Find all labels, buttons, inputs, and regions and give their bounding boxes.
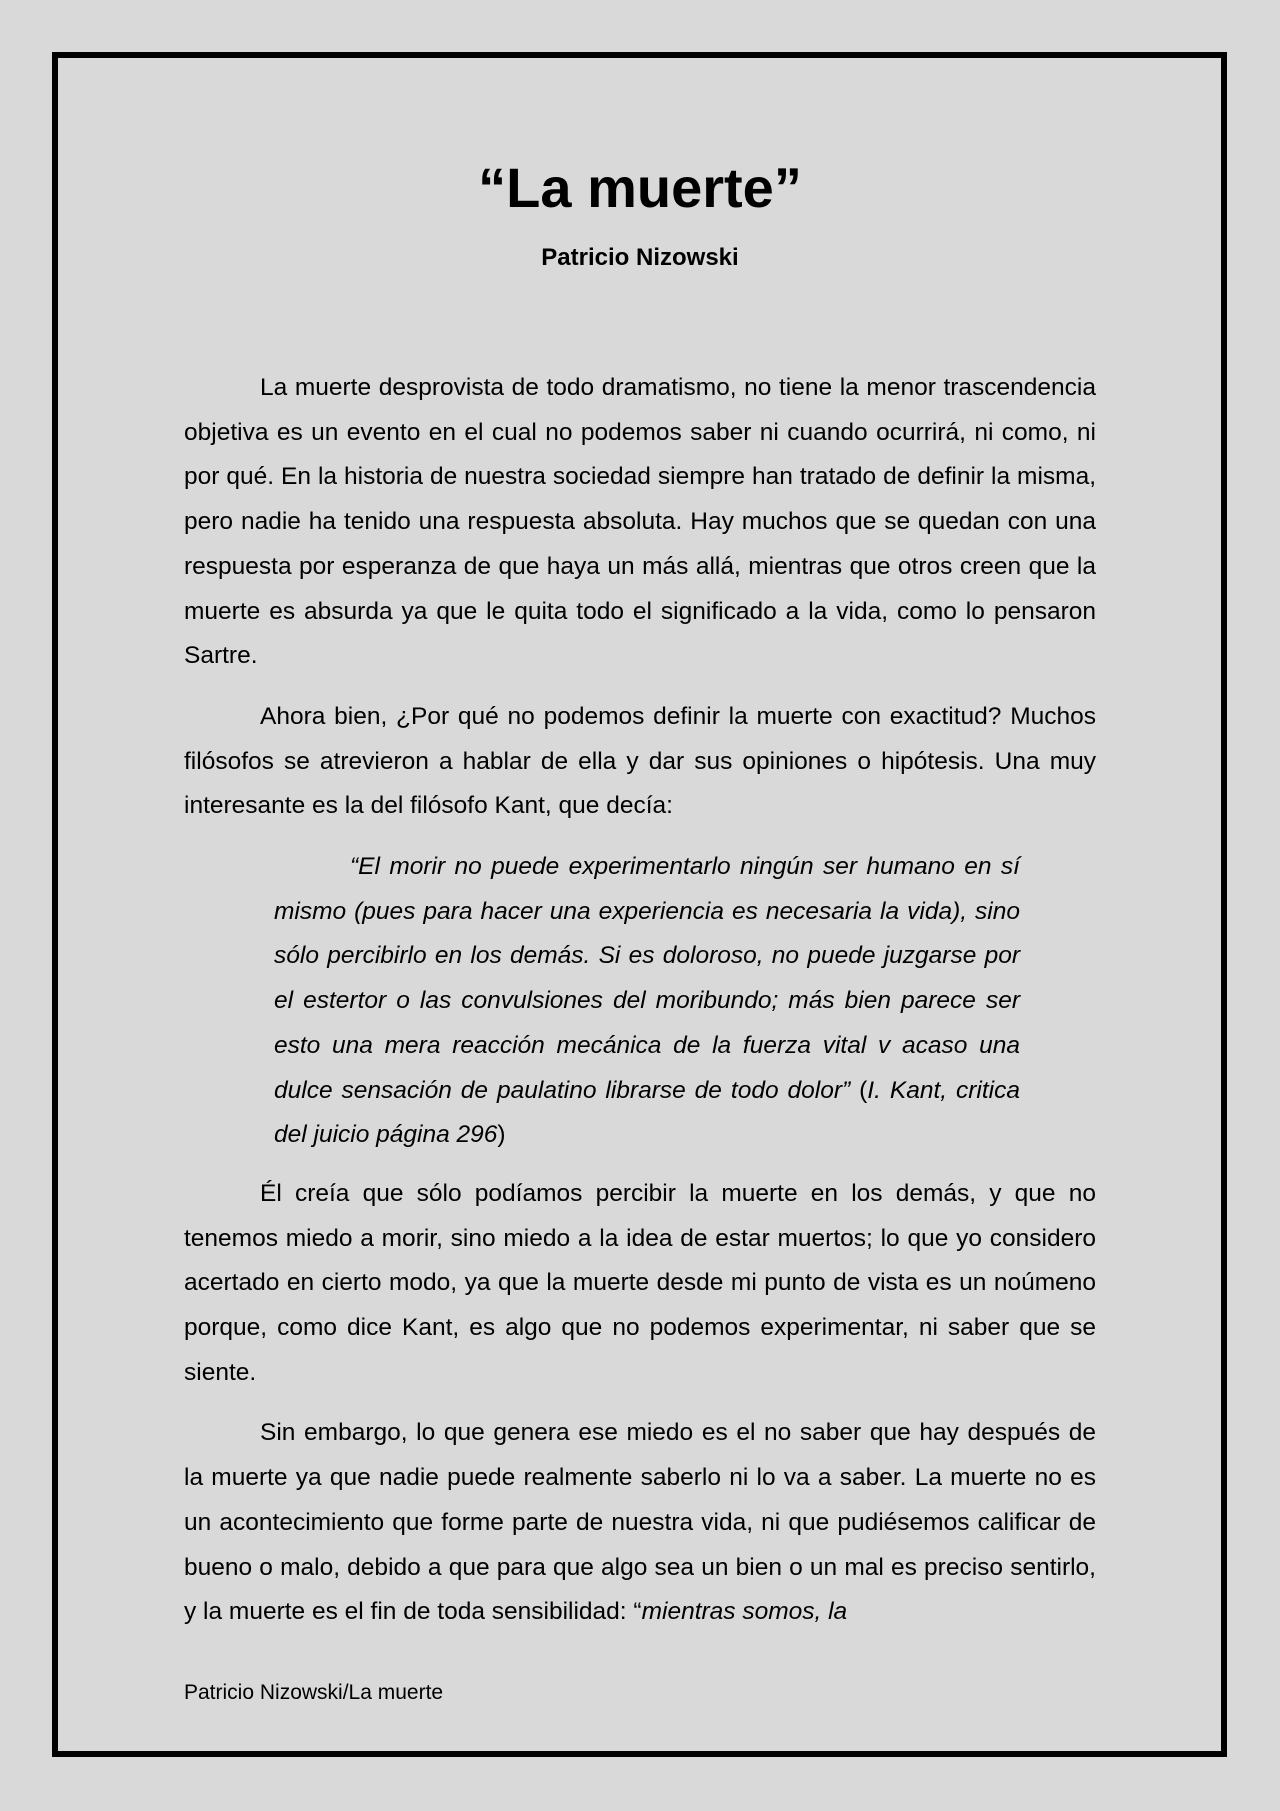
paragraph-4-text: Sin embargo, lo que genera ese miedo es el no saber que hay después de la muerte ya que nadie puede realmente saberlo ni lo va a saber. La muerte no es un acontecimiento que forme parte de nuestra vida, ni que pudiésemos calificar de bueno o malo, debido a que para que algo sea un bien o un mal es preciso sentirlo, y la muerte es el fin de toda sensibilidad: “: [184, 1419, 1096, 1626]
kant-quote: [274, 845, 1020, 1158]
paragraph-3: Él creía que sólo podíamos percibir la muerte en los demás, y que no tenemos miedo a morir, sino miedo a la idea de estar muertos; lo que yo considero acertado en cierto modo, ya que la muerte desde mi punto de vista es un noúmeno porque, como dice Kant, es algo que no podemos experimentar, ni saber que se siente.: [184, 1179, 1096, 1386]
paragraph-1: La muerte desprovista de todo dramatismo, no tiene la menor trascendencia objetiva es un evento en el cual no podemos saber ni cuando ocurrirá, ni como, ni por qué. En la historia de nuestra sociedad siempre han tratado de definir la misma, pero nadie ha tenido una respuesta absoluta. Hay muchos que se quedan con una respuesta por esperanza de que haya un más allá, mientras que otros creen que la muerte es absurda ya que le quita todo el significado a la vida, como lo pensaron Sartre.: [184, 374, 1096, 670]
quote-text: “El morir no puede experimentarlo ningún ser humano en sí mismo (pues para hacer una experiencia es necesaria la vida), sino sólo percibirlo en los demás. Si es doloroso, no puede juzgarse por el estertor o las convulsiones del moribundo; más bien parece ser esto una mera reacción mecánica de la fuerza vital v acaso una dulce sensación de paulatino librarse de todo dolor”: [274, 853, 1020, 1104]
document-body: [184, 366, 1096, 1651]
paragraph-4-italic-tail: mientras somos, la: [641, 1598, 848, 1626]
quote-citation: I. Kant, critica del juicio página 296: [274, 1076, 1020, 1149]
paragraph-2: Ahora bien, ¿Por qué no podemos definir la muerte con exactitud? Muchos filósofos se atrevieron a hablar de ella y dar sus opiniones o hipótesis. Una muy interesante es la del filósofo Kant, que decía:: [184, 702, 1096, 820]
quote-open-paren: (: [850, 1076, 868, 1104]
page-footer: Patricio Nizowski/La muerte: [184, 1681, 444, 1704]
quote-close-paren: ): [497, 1121, 506, 1149]
document-author: Patricio Nizowski: [541, 244, 739, 271]
paragraph-4: [184, 1411, 1096, 1635]
document-title: “La muerte”: [478, 156, 802, 219]
